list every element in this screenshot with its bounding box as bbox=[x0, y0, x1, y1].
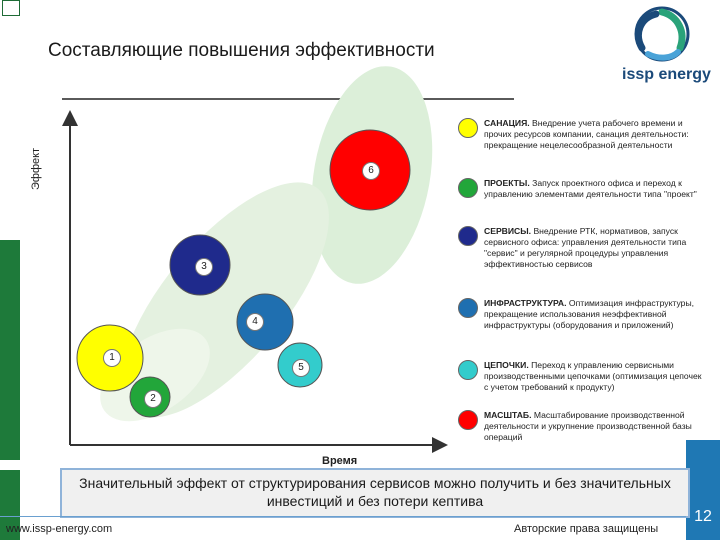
legend-dot-blue-icon bbox=[458, 298, 478, 318]
y-axis-label: Эффект bbox=[30, 147, 42, 190]
bubble-3-label: 3 bbox=[195, 258, 213, 276]
bubble-6-label: 6 bbox=[362, 162, 380, 180]
x-axis-label: Время bbox=[322, 455, 358, 467]
page-number: 12 bbox=[694, 508, 712, 525]
legend-title: МАСШТАБ. bbox=[484, 410, 532, 420]
legend-description: Внедрение РТК, нормативов, запуск сервисного офиса: управления деятельности типа "сервис" и регулярной процедуры управления эффективностью сервисов bbox=[484, 226, 687, 269]
legend-title: ЦЕПОЧКИ. bbox=[484, 360, 529, 370]
legend-title: СЕРВИСЫ. bbox=[484, 226, 532, 236]
legend-title: САНАЦИЯ. bbox=[484, 118, 530, 128]
legend-title: ИНФРАСТРУКТУРА. bbox=[484, 298, 567, 308]
legend-dot-navy-icon bbox=[458, 226, 478, 246]
footer-divider bbox=[0, 516, 686, 517]
bubble-1-label: 1 bbox=[103, 349, 121, 367]
legend-dot-red-icon bbox=[458, 410, 478, 430]
legend-description: Запуск проектного офиса и переход к управлению элементами деятельности типа "проект" bbox=[484, 178, 697, 199]
legend-description: Переход к управлению сервисными производственными цепочками (оптимизация цепочек с учетом требований к продукту) bbox=[484, 360, 702, 392]
footer-website-link[interactable]: www.issp-energy.com bbox=[6, 523, 113, 535]
legend-description: Масштабирование производственной деятельности и укрупнение производственной базы операций bbox=[484, 410, 692, 442]
slide-title: Составляющие повышения эффективности bbox=[48, 40, 435, 61]
conclusion-banner bbox=[60, 468, 690, 518]
logo-text: issp energy bbox=[622, 66, 711, 83]
legend-dot-cyan-icon bbox=[458, 360, 478, 380]
conclusion-text: Значительный эффект от структурирования сервисов можно получить и без значительных инвестиций и без потери кептива bbox=[79, 475, 671, 509]
bubble-2-label: 2 bbox=[144, 390, 162, 408]
legend-dot-yellow-icon bbox=[458, 118, 478, 138]
footer-copyright: Авторские права защищены bbox=[514, 523, 659, 535]
legend-description: Оптимизация инфраструктуры, прекращение использования неэффективной инфраструктуры (оборудования и приложений) bbox=[484, 298, 695, 330]
legend-title: ПРОЕКТЫ. bbox=[484, 178, 530, 188]
legend-dot-green-icon bbox=[458, 178, 478, 198]
bubble-5-label: 5 bbox=[292, 359, 310, 377]
bubble-4-label: 4 bbox=[246, 313, 264, 331]
legend-description: Внедрение учета рабочего времени и прочих ресурсов компании, санация деятельности: прекращение нецелесообразной деятельности bbox=[484, 118, 689, 150]
